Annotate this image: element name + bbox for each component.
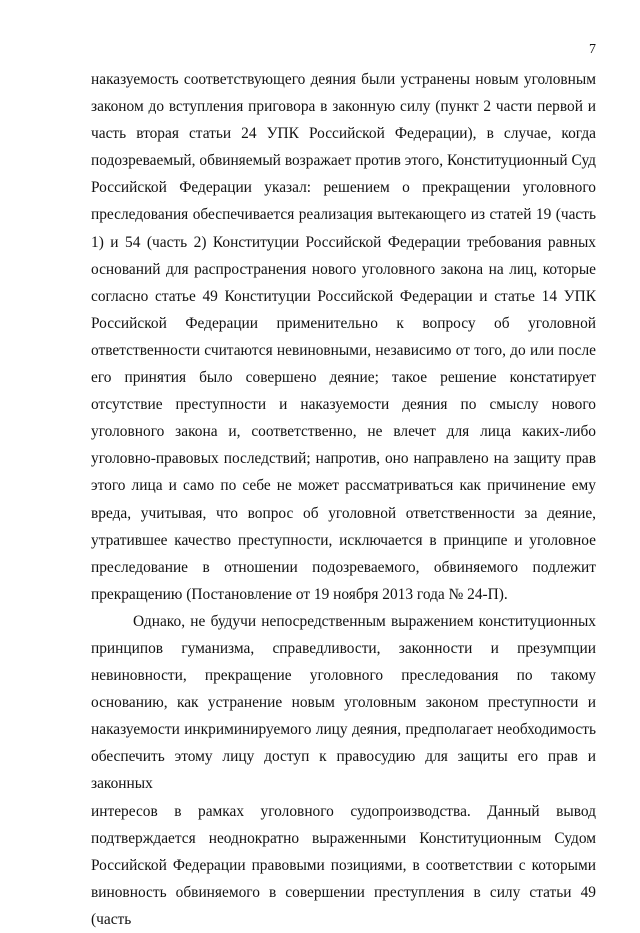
text-line: утратившее качество преступности, исключается в принципе и уголовное xyxy=(91,531,596,549)
body-text xyxy=(91,66,596,933)
text-line: наказуемость соответствующего деяния были устранены новым уголовным xyxy=(91,71,596,88)
text-line: уголовно-правовых последствий; напротив, оно направлено на защиту прав xyxy=(91,450,596,468)
text-line: законом до вступления приговора в законную силу (пункт 2 части первой и xyxy=(91,98,596,116)
text-line: Российской Федерации указал: решением о прекращении уголовного xyxy=(91,179,596,197)
text-line: основанию, как устранение новым уголовным законом преступности и xyxy=(91,694,596,712)
paragraph-1 xyxy=(91,66,596,608)
text-line: обеспечить этому лицу доступ к правосудию для защиты его прав и законных xyxy=(91,748,596,793)
text-line: прекращению (Постановление от 19 ноября 2013 года № 24-П). xyxy=(91,585,508,603)
text-line: ответственности считаются невиновными, независимо от того, до или после xyxy=(91,341,596,359)
text-line: преследования обеспечивается реализация вытекающего из статей 19 (часть xyxy=(91,206,596,224)
text-line: Российской Федерации правовыми позициями, в соответствии с которыми xyxy=(91,856,596,874)
page-number: 7 xyxy=(589,42,596,57)
text-line: 1) и 54 (часть 2) Конституции Российской Федерации требования равных xyxy=(91,233,596,251)
text-line: Российской Федерации применительно к вопросу об уголовной xyxy=(91,314,596,332)
text-line: подтверждается неоднократно выраженными Конституционным Судом xyxy=(91,829,596,847)
text-line: часть вторая статьи 24 УПК Российской Федерации), в случае, когда xyxy=(91,125,596,143)
text-line: подозреваемый, обвиняемый возражает против этого, Конституционный Суд xyxy=(91,152,596,170)
text-line: интересов в рамках уголовного судопроизводства. Данный вывод xyxy=(91,802,596,820)
paragraph-2 xyxy=(91,608,596,933)
text-line: наказуемости инкриминируемого лицу деяния, предполагает необходимость xyxy=(91,721,596,739)
text-line: вреда, учитывая, что вопрос об уголовной ответственности за деяние, xyxy=(91,504,596,522)
text-line: уголовного закона и, соответственно, не влечет для лица каких-либо xyxy=(91,423,596,441)
text-line: Однако, не будучи непосредственным выражением конституционных xyxy=(133,612,596,630)
text-line: отсутствие преступности и наказуемости деяния по смыслу нового xyxy=(91,396,596,414)
text-line: принципов гуманизма, справедливости, законности и презумпции xyxy=(91,639,596,657)
text-line: преследование в отношении подозреваемого, обвиняемого подлежит xyxy=(91,558,596,576)
text-line: оснований для распространения нового уголовного закона на лиц, которые xyxy=(91,260,596,278)
text-line: этого лица и само по себе не может рассматриваться как причинение ему xyxy=(91,477,596,495)
text-line: согласно статье 49 Конституции Российской Федерации и статье 14 УПК xyxy=(91,287,596,305)
text-line: виновность обвиняемого в совершении преступления в силу статьи 49 (часть xyxy=(91,883,596,928)
text-line: невиновности, прекращение уголовного преследования по такому xyxy=(91,667,596,685)
text-line: его принятия было совершено деяние; такое решение констатирует xyxy=(91,369,596,387)
